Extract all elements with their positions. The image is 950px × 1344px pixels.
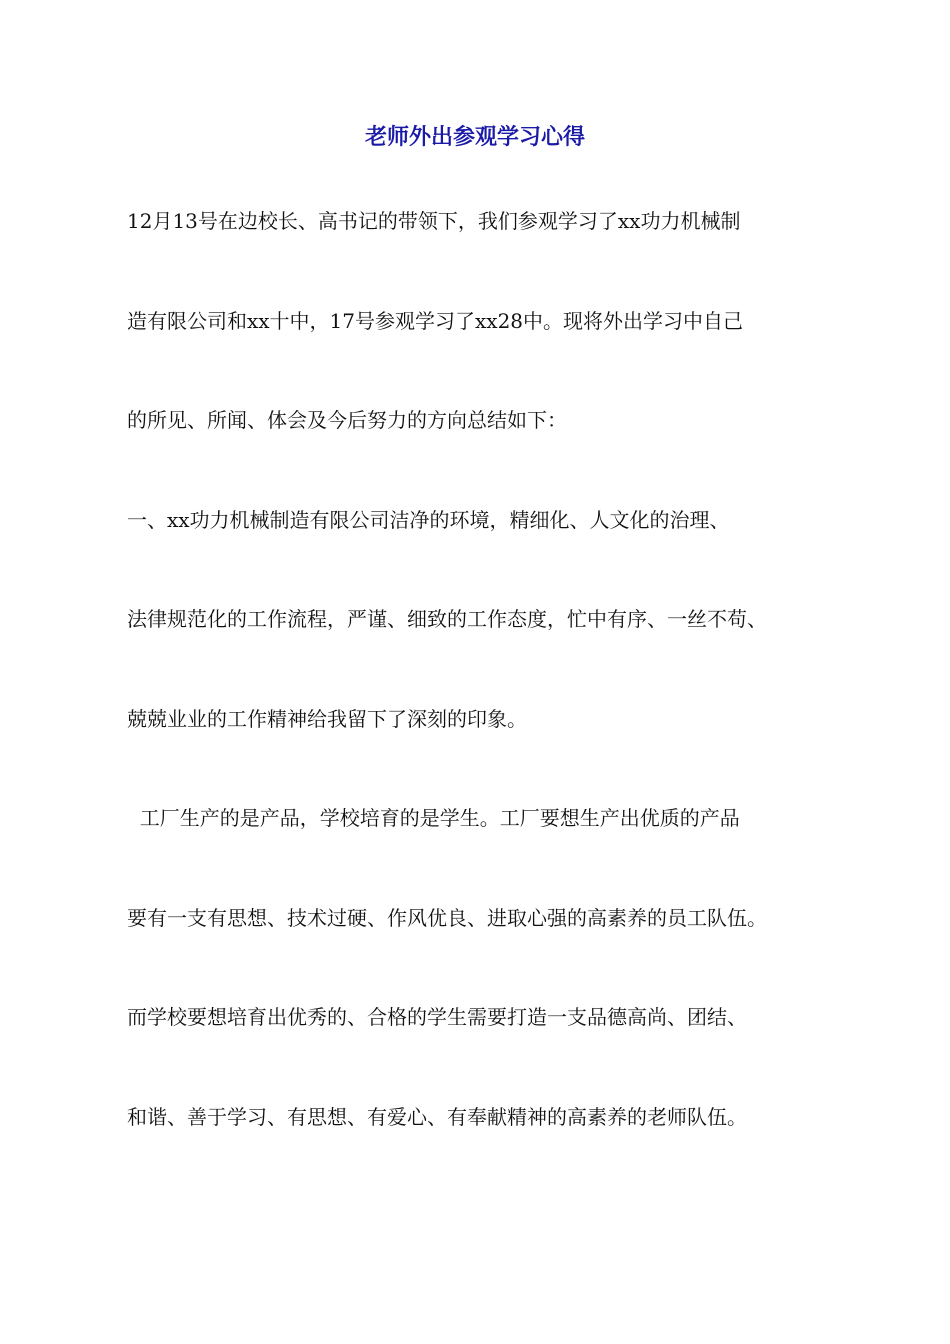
body-line: 要有一支有思想、技术过硬、作风优良、进取心强的高素养的员工队伍。 — [127, 905, 767, 930]
body-line: 而学校要想培育出优秀的、合格的学生需要打造一支品德高尚、团结、 — [127, 1005, 747, 1029]
body-line: 一、xx功力机械制造有限公司洁净的环境，精细化、人文化的治理、 — [127, 507, 730, 532]
body-line: 的所见、所闻、体会及今后努力的方向总结如下： — [127, 408, 567, 432]
body-line: 工厂生产的是产品，学校培育的是学生。工厂要想生产出优质的产品 — [127, 806, 740, 830]
document-title: 老师外出参观学习心得 — [364, 125, 585, 150]
document-body — [127, 200, 847, 1195]
body-line: 兢兢业业的工作精神给我留下了深刻的印象。 — [127, 706, 527, 731]
body-line: 法律规范化的工作流程，严谨、细致的工作态度，忙中有序、一丝不苟、 — [127, 607, 767, 631]
body-line: 造有限公司和xx十中，17号参观学习了xx28中。现将外出学习中自己 — [127, 308, 744, 333]
body-line: 12月13号在边校长、高书记的带领下，我们参观学习了xx功力机械制 — [127, 209, 741, 233]
body-line: 和谐、善于学习、有思想、有爱心、有奉献精神的高素养的老师队伍。 — [127, 1104, 747, 1129]
